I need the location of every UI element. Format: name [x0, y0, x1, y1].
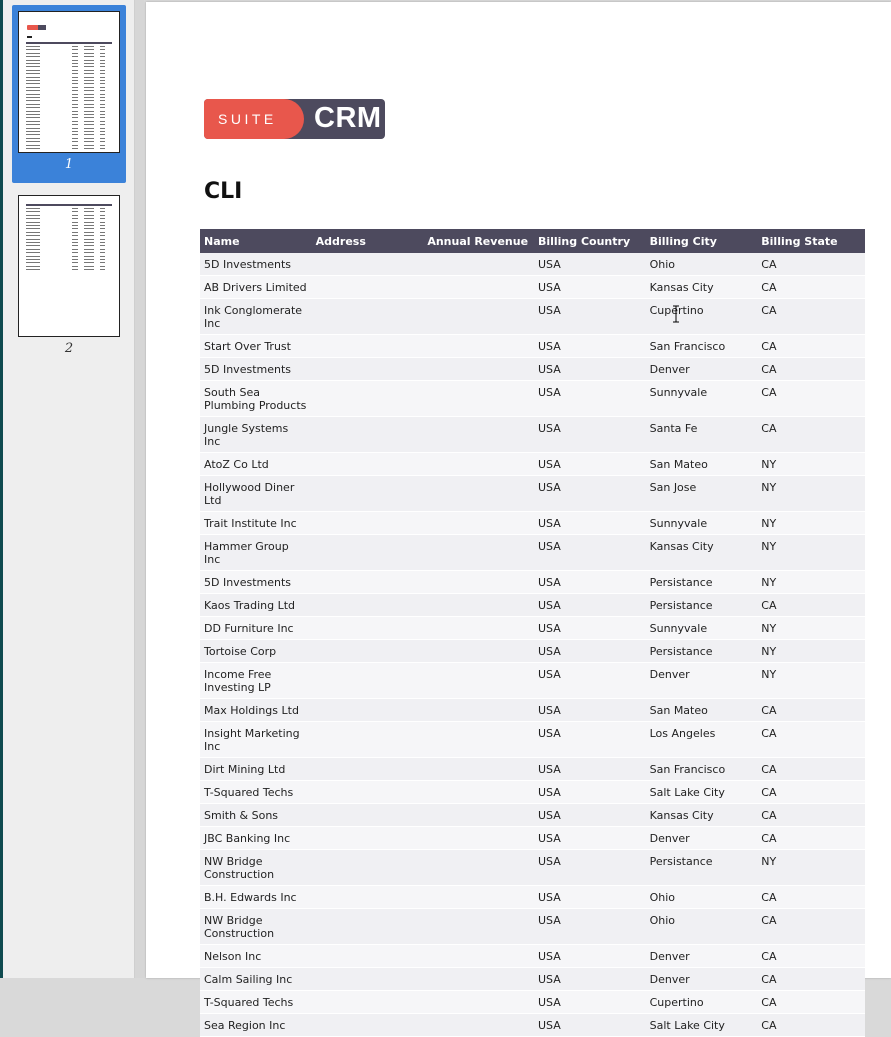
- cell-annual-revenue: [423, 594, 534, 617]
- text-cursor-icon: [673, 305, 679, 323]
- cell-billing-country: USA: [534, 850, 646, 886]
- cell-annual-revenue: [423, 617, 534, 640]
- cell-annual-revenue: [423, 722, 534, 758]
- table-row: [200, 1014, 865, 1037]
- cell-name: Hammer Group Inc: [200, 535, 312, 571]
- cell-name: Ink Conglomerate Inc: [200, 299, 312, 335]
- thumbnail-row-line: [26, 66, 112, 68]
- cell-address: [312, 617, 424, 640]
- report-table: [200, 229, 865, 1037]
- cell-address: [312, 358, 424, 381]
- cell-billing-city: Ohio: [646, 886, 758, 909]
- thumbnail-table-header: [26, 204, 112, 206]
- thumbnail-label-1: 1: [64, 157, 74, 172]
- cell-billing-city: Cupertino: [646, 299, 758, 335]
- cell-billing-city: San Francisco: [646, 335, 758, 358]
- cell-billing-country: USA: [534, 535, 646, 571]
- cell-annual-revenue: [423, 417, 534, 453]
- cell-address: [312, 663, 424, 699]
- thumbnail-row-line: [26, 60, 112, 62]
- table-row: [200, 335, 865, 358]
- cell-billing-country: USA: [534, 968, 646, 991]
- thumbnail-row-line: [26, 63, 112, 65]
- cell-billing-state: NY: [757, 535, 865, 571]
- cell-annual-revenue: [423, 358, 534, 381]
- table-row: [200, 381, 865, 417]
- cell-address: [312, 417, 424, 453]
- thumbnail-row-line: [26, 235, 112, 237]
- cell-billing-city: San Jose: [646, 476, 758, 512]
- cell-address: [312, 827, 424, 850]
- thumbnail-row-line: [26, 104, 112, 106]
- cell-name: T-Squared Techs: [200, 991, 312, 1014]
- thumbnail-row-line: [26, 215, 112, 217]
- thumbnail-row-line: [26, 131, 112, 133]
- thumbnail-row-line: [26, 56, 112, 58]
- cell-billing-city: Ohio: [646, 253, 758, 276]
- cell-annual-revenue: [423, 758, 534, 781]
- table-row: [200, 476, 865, 512]
- cell-billing-country: USA: [534, 699, 646, 722]
- thumbnail-row-line: [26, 87, 112, 89]
- cell-billing-city: Persistance: [646, 850, 758, 886]
- cell-billing-state: CA: [757, 781, 865, 804]
- table-row: [200, 276, 865, 299]
- cell-name: NW Bridge Construction: [200, 850, 312, 886]
- table-row: [200, 945, 865, 968]
- cell-name: South Sea Plumbing Products: [200, 381, 312, 417]
- report-title: CLI: [204, 179, 243, 204]
- cell-billing-state: CA: [757, 358, 865, 381]
- cell-name: Dirt Mining Ltd: [200, 758, 312, 781]
- cell-billing-country: USA: [534, 453, 646, 476]
- thumbnail-row-line: [26, 269, 112, 271]
- cell-billing-country: USA: [534, 781, 646, 804]
- cell-billing-city: Persistance: [646, 594, 758, 617]
- table-row: [200, 699, 865, 722]
- table-row: [200, 358, 865, 381]
- cell-billing-state: CA: [757, 722, 865, 758]
- cell-billing-city: San Mateo: [646, 453, 758, 476]
- thumbnail-row-line: [26, 111, 112, 113]
- cell-billing-state: NY: [757, 663, 865, 699]
- cell-address: [312, 991, 424, 1014]
- cell-address: [312, 571, 424, 594]
- thumbnail-row-line: [26, 114, 112, 116]
- cell-annual-revenue: [423, 663, 534, 699]
- cell-annual-revenue: [423, 640, 534, 663]
- cell-address: [312, 453, 424, 476]
- cell-name: Smith & Sons: [200, 804, 312, 827]
- cell-billing-city: Sunnyvale: [646, 617, 758, 640]
- thumbnail-row-line: [26, 262, 112, 264]
- thumbnail-label-2: 2: [64, 341, 74, 356]
- thumbnail-row-line: [26, 232, 112, 234]
- cell-annual-revenue: [423, 781, 534, 804]
- cell-name: 5D Investments: [200, 358, 312, 381]
- cell-billing-city: Kansas City: [646, 276, 758, 299]
- cell-name: Nelson Inc: [200, 945, 312, 968]
- table-row: [200, 253, 865, 276]
- cell-billing-country: USA: [534, 617, 646, 640]
- cell-name: AtoZ Co Ltd: [200, 453, 312, 476]
- cell-annual-revenue: [423, 850, 534, 886]
- cell-name: Insight Marketing Inc: [200, 722, 312, 758]
- thumbnail-row-line: [26, 117, 112, 119]
- table-row: [200, 781, 865, 804]
- cell-name: B.H. Edwards Inc: [200, 886, 312, 909]
- cell-name: DD Furniture Inc: [200, 617, 312, 640]
- cell-billing-city: Sunnyvale: [646, 381, 758, 417]
- cell-billing-country: USA: [534, 758, 646, 781]
- thumbnail-row-line: [26, 239, 112, 241]
- cell-billing-state: CA: [757, 909, 865, 945]
- cell-annual-revenue: [423, 335, 534, 358]
- cell-billing-city: Santa Fe: [646, 417, 758, 453]
- cell-billing-city: Ohio: [646, 909, 758, 945]
- cell-address: [312, 699, 424, 722]
- thumbnail-pane[interactable]: [3, 0, 134, 978]
- cell-billing-state: NY: [757, 453, 865, 476]
- thumbnail-row-line: [26, 218, 112, 220]
- cell-address: [312, 335, 424, 358]
- thumbnail-row-line: [26, 134, 112, 136]
- suitecrm-logo: [204, 99, 385, 139]
- cell-annual-revenue: [423, 699, 534, 722]
- table-row: [200, 617, 865, 640]
- table-row: [200, 804, 865, 827]
- thumbnail-row-line: [26, 49, 112, 51]
- cell-address: [312, 886, 424, 909]
- cell-annual-revenue: [423, 571, 534, 594]
- cell-billing-country: USA: [534, 381, 646, 417]
- table-row: [200, 640, 865, 663]
- cell-billing-city: Persistance: [646, 640, 758, 663]
- cell-billing-state: CA: [757, 758, 865, 781]
- column-header-name: Name: [200, 229, 312, 253]
- cell-annual-revenue: [423, 991, 534, 1014]
- table-row: [200, 663, 865, 699]
- page-thumbnail-2[interactable]: [18, 195, 120, 337]
- thumbnail-row-line: [26, 83, 112, 85]
- cell-address: [312, 512, 424, 535]
- cell-billing-city: Los Angeles: [646, 722, 758, 758]
- cell-billing-country: USA: [534, 276, 646, 299]
- table-row: [200, 417, 865, 453]
- thumbnail-row-line: [26, 208, 112, 210]
- cell-billing-city: Sunnyvale: [646, 512, 758, 535]
- cell-address: [312, 381, 424, 417]
- thumbnail-row-line: [26, 228, 112, 230]
- cell-billing-country: USA: [534, 358, 646, 381]
- cell-name: AB Drivers Limited: [200, 276, 312, 299]
- cell-billing-country: USA: [534, 1014, 646, 1037]
- cell-annual-revenue: [423, 299, 534, 335]
- column-header-billing-country: Billing Country: [534, 229, 646, 253]
- cell-address: [312, 758, 424, 781]
- cell-billing-country: USA: [534, 722, 646, 758]
- cell-annual-revenue: [423, 804, 534, 827]
- cell-billing-country: USA: [534, 417, 646, 453]
- cell-billing-country: USA: [534, 571, 646, 594]
- cell-billing-state: CA: [757, 945, 865, 968]
- cell-billing-country: USA: [534, 253, 646, 276]
- cell-billing-city: Salt Lake City: [646, 1014, 758, 1037]
- table-row: [200, 827, 865, 850]
- table-row: [200, 453, 865, 476]
- cell-billing-state: CA: [757, 699, 865, 722]
- cell-address: [312, 722, 424, 758]
- thumbnail-row-line: [26, 70, 112, 72]
- thumbnail-row-line: [26, 46, 112, 48]
- thumbnail-row-line: [26, 266, 112, 268]
- thumbnail-row-line: [26, 225, 112, 227]
- table-body: [200, 253, 865, 1037]
- table-row: [200, 299, 865, 335]
- table-row: [200, 512, 865, 535]
- cell-address: [312, 299, 424, 335]
- cell-billing-country: USA: [534, 909, 646, 945]
- cell-billing-country: USA: [534, 335, 646, 358]
- cell-annual-revenue: [423, 827, 534, 850]
- cell-billing-country: USA: [534, 594, 646, 617]
- cell-billing-state: CA: [757, 381, 865, 417]
- cell-address: [312, 535, 424, 571]
- cell-billing-country: USA: [534, 804, 646, 827]
- column-header-billing-state: Billing State: [757, 229, 865, 253]
- cell-billing-country: USA: [534, 663, 646, 699]
- cell-name: T-Squared Techs: [200, 781, 312, 804]
- thumbnail-row-line: [26, 124, 112, 126]
- cell-annual-revenue: [423, 886, 534, 909]
- cell-name: Income Free Investing LP: [200, 663, 312, 699]
- cell-billing-state: CA: [757, 886, 865, 909]
- cell-annual-revenue: [423, 535, 534, 571]
- table-row: [200, 886, 865, 909]
- cell-billing-country: USA: [534, 512, 646, 535]
- cell-address: [312, 945, 424, 968]
- cell-address: [312, 476, 424, 512]
- cell-billing-state: NY: [757, 571, 865, 594]
- thumbnail-logo-graphic: [27, 25, 46, 30]
- cell-billing-city: Salt Lake City: [646, 781, 758, 804]
- cell-billing-city: Denver: [646, 945, 758, 968]
- thumbnail-row-line: [26, 259, 112, 261]
- cell-annual-revenue: [423, 276, 534, 299]
- cell-billing-state: CA: [757, 417, 865, 453]
- thumbnail-table-header: [26, 42, 112, 44]
- cell-billing-country: USA: [534, 945, 646, 968]
- cell-billing-city: Cupertino: [646, 991, 758, 1014]
- thumbnail-row-line: [26, 80, 112, 82]
- cell-billing-city: Denver: [646, 968, 758, 991]
- cell-billing-state: CA: [757, 594, 865, 617]
- thumbnail-row-line: [26, 94, 112, 96]
- cell-address: [312, 640, 424, 663]
- cell-billing-city: Denver: [646, 358, 758, 381]
- table-row: [200, 535, 865, 571]
- cell-name: Start Over Trust: [200, 335, 312, 358]
- cell-name: Calm Sailing Inc: [200, 968, 312, 991]
- cell-billing-city: Denver: [646, 827, 758, 850]
- cell-billing-state: CA: [757, 827, 865, 850]
- logo-suite-text: SUITE: [218, 111, 277, 127]
- thumbnail-row-line: [26, 242, 112, 244]
- cell-billing-city: San Mateo: [646, 699, 758, 722]
- cell-address: [312, 594, 424, 617]
- cell-address: [312, 850, 424, 886]
- cell-annual-revenue: [423, 476, 534, 512]
- thumbnail-row-line: [26, 256, 112, 258]
- table-row: [200, 850, 865, 886]
- logo-left-segment: [204, 99, 304, 139]
- table-row: [200, 571, 865, 594]
- thumbnail-row-line: [26, 222, 112, 224]
- cell-name: NW Bridge Construction: [200, 909, 312, 945]
- cell-name: 5D Investments: [200, 253, 312, 276]
- cell-name: Max Holdings Ltd: [200, 699, 312, 722]
- thumbnail-row-line: [26, 107, 112, 109]
- cell-annual-revenue: [423, 453, 534, 476]
- cell-name: Jungle Systems Inc: [200, 417, 312, 453]
- cell-name: Kaos Trading Ltd: [200, 594, 312, 617]
- cell-billing-city: San Francisco: [646, 758, 758, 781]
- cell-billing-state: CA: [757, 276, 865, 299]
- cell-billing-city: Kansas City: [646, 804, 758, 827]
- cell-address: [312, 276, 424, 299]
- thumbnail-row-line: [26, 245, 112, 247]
- thumbnail-row-line: [26, 145, 112, 147]
- cell-billing-country: USA: [534, 640, 646, 663]
- cell-name: Tortoise Corp: [200, 640, 312, 663]
- cell-annual-revenue: [423, 909, 534, 945]
- table-row: [200, 968, 865, 991]
- cell-billing-state: NY: [757, 640, 865, 663]
- cell-annual-revenue: [423, 253, 534, 276]
- thumbnail-row-line: [26, 100, 112, 102]
- cell-billing-country: USA: [534, 476, 646, 512]
- cell-billing-state: CA: [757, 804, 865, 827]
- column-header-annual-revenue: Annual Revenue: [423, 229, 534, 253]
- column-header-address: Address: [312, 229, 424, 253]
- cell-annual-revenue: [423, 381, 534, 417]
- thumbnail-row-line: [26, 97, 112, 99]
- cell-billing-state: CA: [757, 335, 865, 358]
- thumbnail-row-line: [26, 252, 112, 254]
- cell-address: [312, 781, 424, 804]
- cell-billing-country: USA: [534, 827, 646, 850]
- thumbnail-row-line: [26, 211, 112, 213]
- cell-billing-country: USA: [534, 299, 646, 335]
- thumbnail-row-line: [26, 73, 112, 75]
- cell-address: [312, 968, 424, 991]
- table-row: [200, 722, 865, 758]
- logo-crm-text: CRM: [314, 102, 382, 134]
- cell-billing-state: CA: [757, 253, 865, 276]
- cell-annual-revenue: [423, 945, 534, 968]
- cell-billing-city: Persistance: [646, 571, 758, 594]
- table-header-row: [200, 229, 865, 253]
- cell-billing-state: NY: [757, 512, 865, 535]
- table-row: [200, 909, 865, 945]
- cell-billing-country: USA: [534, 991, 646, 1014]
- cell-billing-state: CA: [757, 1014, 865, 1037]
- cell-name: Hollywood Diner Ltd: [200, 476, 312, 512]
- cell-name: Trait Institute Inc: [200, 512, 312, 535]
- table-row: [200, 758, 865, 781]
- thumbnail-row-line: [26, 138, 112, 140]
- cell-name: 5D Investments: [200, 571, 312, 594]
- cell-billing-state: CA: [757, 991, 865, 1014]
- cell-address: [312, 804, 424, 827]
- cell-billing-country: USA: [534, 886, 646, 909]
- cell-billing-state: CA: [757, 299, 865, 335]
- thumbnail-row-line: [26, 77, 112, 79]
- thumbnail-row-line: [26, 121, 112, 123]
- thumbnail-row-line: [26, 249, 112, 251]
- table-row: [200, 594, 865, 617]
- cell-name: JBC Banking Inc: [200, 827, 312, 850]
- thumbnail-row-line: [26, 141, 112, 143]
- pane-splitter[interactable]: [134, 0, 144, 978]
- cell-address: [312, 253, 424, 276]
- thumbnail-row-line: [26, 90, 112, 92]
- column-header-billing-city: Billing City: [646, 229, 758, 253]
- cell-billing-state: NY: [757, 617, 865, 640]
- cell-billing-state: NY: [757, 476, 865, 512]
- thumbnail-row-line: [26, 128, 112, 130]
- thumbnail-row-line: [26, 53, 112, 55]
- cell-annual-revenue: [423, 512, 534, 535]
- table-row: [200, 991, 865, 1014]
- cell-address: [312, 1014, 424, 1037]
- cell-billing-city: Denver: [646, 663, 758, 699]
- thumbnail-row-line: [26, 148, 112, 150]
- cell-name: Sea Region Inc: [200, 1014, 312, 1037]
- cell-billing-state: NY: [757, 850, 865, 886]
- cell-annual-revenue: [423, 1014, 534, 1037]
- cell-billing-city: Kansas City: [646, 535, 758, 571]
- cell-billing-state: CA: [757, 968, 865, 991]
- page-thumbnail-1[interactable]: [18, 11, 120, 153]
- thumbnail-title-graphic: [27, 36, 32, 38]
- cell-address: [312, 909, 424, 945]
- cell-annual-revenue: [423, 968, 534, 991]
